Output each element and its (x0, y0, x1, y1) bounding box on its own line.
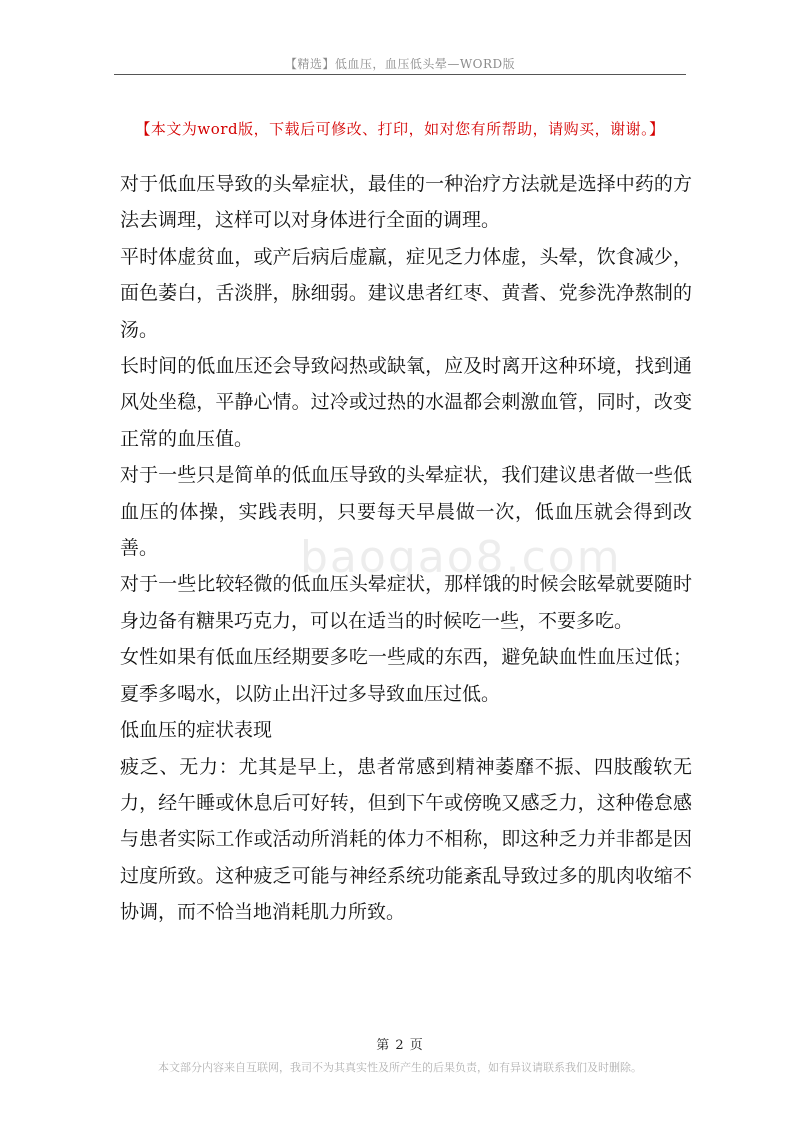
paragraph: 长时间的低血压还会导致闷热或缺氧，应及时离开这种环境，找到通风处坐稳，平静心情。过冷或过热的水温都会刺激血管，同时，改变正常的血压值。 (120, 355, 692, 450)
page-number: 第 2 页 (376, 1038, 424, 1053)
section-heading: 低血压的症状表现 (120, 719, 273, 742)
header-divider (114, 74, 686, 75)
watermark-text: baogao8.com (300, 532, 622, 583)
paragraph: 女性如果有低血压经期要多吃一些咸的东西，避免缺血性血压过低；夏季多喝水，以防止出汗过多导致血压过低。 (120, 646, 692, 705)
article-body (120, 166, 692, 931)
paragraph: 对于一些只是简单的低血压导致的头晕症状，我们建议患者做一些低血压的体操，实践表明，只要每天早晨做一次，低血压就会得到改善。 (120, 464, 692, 560)
paragraph: 对于低血压导致的头晕症状，最佳的一种治疗方法就是选择中药的方法去调理，这样可以对身体进行全面的调理。 (120, 173, 692, 232)
paragraph: 平时体虚贫血，或产后病后虚羸，症见乏力体虚，头晕，饮食减少，面色萎白，舌淡胖，脉细弱。建议患者红枣、黄耆、党参洗净熬制的汤。 (120, 245, 692, 341)
paragraph: 疲乏、无力：尤其是早上，患者常感到精神萎靡不振、四肢酸软无力，经午睡或休息后可好转，但到下午或傍晚又感乏力，这种倦怠感与患者实际工作或活动所消耗的体力不相称，即这种乏力并非都是因过度所致。这种疲乏可能与神经系统功能紊乱导致过多的肌肉收缩不协调，而不恰当地消耗肌力所致。 (120, 755, 692, 924)
paragraph: 对于一些比较轻微的低血压头晕症状，那样饿的时候会眩晕就要随时身边备有糖果巧克力，可以在适当的时候吃一些，不要多吃。 (120, 573, 692, 632)
page-header-title: 【精选】低血压，血压低头晕—WORD版 (284, 57, 516, 71)
footer-disclaimer: 本文部分内容来自互联网，我司不为其真实性及所产生的后果负责，如有异议请联系我们及时删除。 (158, 1061, 642, 1074)
download-notice: 【本文为word版，下载后可修改、打印，如对您有所帮助，请购买，谢谢。】 (135, 120, 665, 138)
